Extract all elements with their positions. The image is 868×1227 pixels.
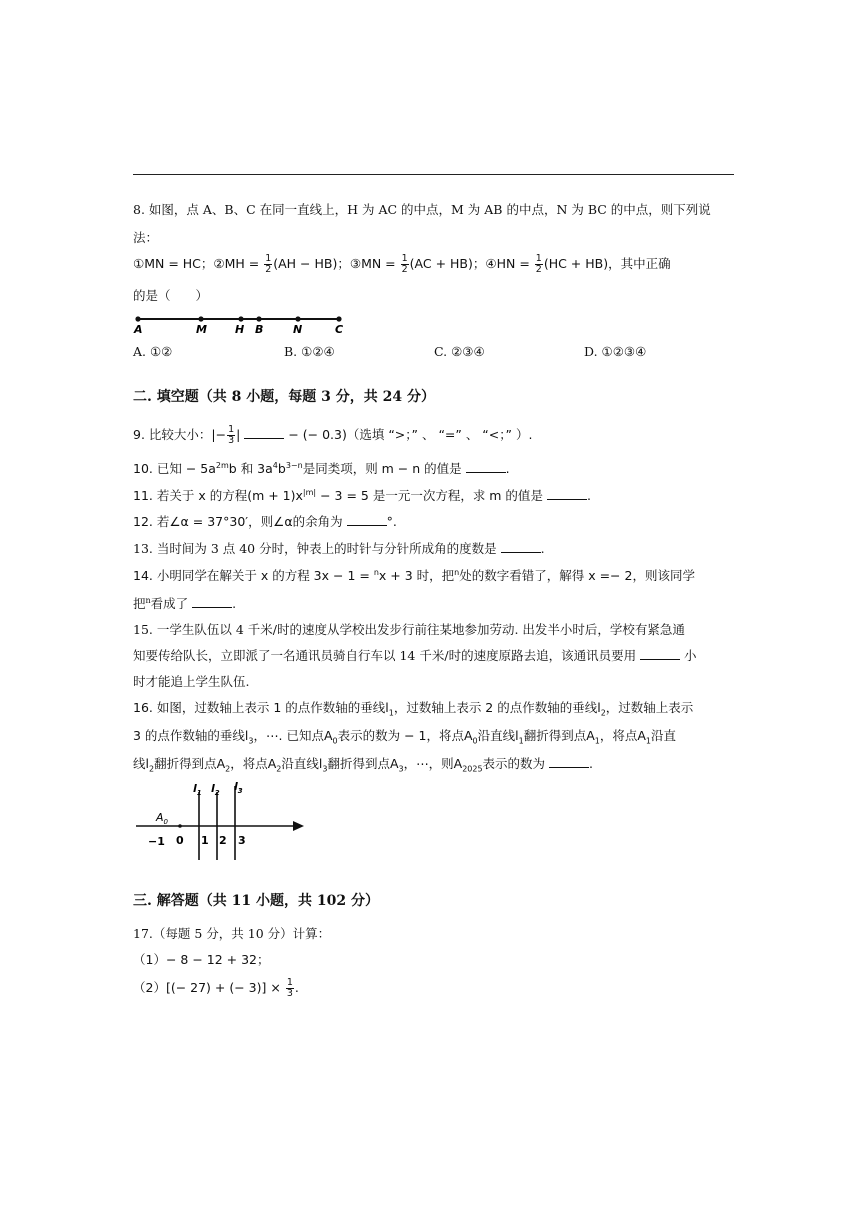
statement-4-rhs: (HC + HB)，其中正确 [543,256,671,271]
q10-line: 10. 已知 − $5a^{2m}b$ 和 $3a^4b^{3-n}$是同类项，则 m − n 的值是 . [133,460,510,476]
l1-label: $l_1$ [193,782,202,797]
answer-blank [466,461,506,473]
q17-stem: 17.（每题 5 分，共 10 分）计算： [133,926,331,941]
point-a-label: A [134,323,143,336]
q8-stem-line2: 法： [133,230,159,245]
point-h-dot [238,316,243,321]
point-n-dot [295,316,300,321]
q16-line2: 3 的点作数轴的垂线$l_3$，⋯. 已知点$A_0$表示的数为 − 1，将点$A_0$沿直线$l_1$翻折得到点$A_1$，将点$A_1$沿直 [133,728,677,746]
q15-line2: 知要传给队长，立即派了一名通讯员骑自行车以 14 千米/时的速度原路去追，该通讯员要用 小 [133,648,697,663]
answer-blank [192,596,232,608]
q17-part2: （2）[(− 27) + (− 3)] × $\frac{1}{3}$ . [133,977,299,999]
q8-stem-line4: 的是（ ） [133,288,209,303]
q12-line: 12. 若∠α = 37°30′，则∠α的余角为 °. [133,514,397,529]
q16-number-line-figure [130,778,310,864]
answer-blank [640,648,680,660]
q8-line-figure [130,310,360,336]
header-rule [133,174,734,175]
point-m-label: M [196,323,207,336]
q14-line1: 14. 小明同学在解关于 x 的方程 3x − 1 = $^n$x + 3 时，把$^n$处的数字看错了，解得 x =− 2，则该同学 [133,567,695,583]
q11-line: 11. 若关于 x 的方程$(m + 1)x^{|m|} - 3 = 5$ 是一元一次方程，求 m 的值是 . [133,487,591,503]
fraction-half: $\frac{1}{2}$ [535,253,542,275]
q14-line2: 把$^n$看成了 . [133,595,237,611]
q15-line1: 15. 一学生队伍以 4 千米/时的速度从学校出发步行前往某地参加劳动. 出发半小时后，学校有紧急通 [133,622,685,637]
q8-option-c: C. ②③④ [434,344,485,359]
answer-blank [244,427,284,439]
fraction-third: $\frac{1}{3}$ [228,424,235,446]
tick-label-1: 1 [201,834,209,847]
answer-blank [501,541,541,553]
q8-statements [133,254,671,275]
q8-option-b: B. ①②④ [284,344,335,359]
point-b-label: B [255,323,264,336]
statement-3-rhs: (AC + HB)； [409,256,486,271]
answer-blank [547,488,587,500]
q15-line3: 时才能追上学生队伍. [133,674,250,689]
tick-label-0: 0 [176,834,184,847]
tick-label-3: 3 [238,834,246,847]
l3-label: $l_3$ [234,780,243,795]
q9-line: 9. 比较大小：|− $\frac{1}{3}$ | − (− 0.3)（选填 “>；” 、 “=” 、 “<；” ）. [133,424,533,446]
point-b-dot [256,316,261,321]
q13-line: 13. 当时间为 3 点 40 分时，钟表上的时针与分针所成角的度数是 . [133,541,545,556]
tick-label-minus1: −1 [148,835,165,848]
fraction-half: $\frac{1}{2}$ [401,253,408,275]
statement-4-lhs: ④HN = [485,256,534,271]
tick-label-2: 2 [219,834,227,847]
q16-line3: 线$l_2$翻折得到点$A_2$，将点$A_2$沿直线$l_3$翻折得到点$A_3$，⋯，则$A_{2025}$表示的数为 . [133,756,594,774]
section-3-heading: 三. 解答题（共 11 小题，共 102 分） [133,893,379,909]
section-2-heading: 二. 填空题（共 8 小题，每题 3 分，共 24 分） [133,389,435,405]
point-c-label: C [335,323,344,336]
statement-3-lhs: ③MN = [349,256,400,271]
point-a0-dot [178,824,182,828]
q17-part1: （1）− 8 − 12 + 32； [133,952,270,967]
fraction-third: $\frac{1}{3}$ [286,977,293,999]
q8-stem-line1: 8. 如图，点 A、B、C 在同一直线上，H 为 AC 的中点，M 为 AB 的中点，N 为 BC 的中点，则下列说 [133,202,711,217]
fraction-half: $\frac{1}{2}$ [265,253,272,275]
q8-option-a: A. ①② [133,344,173,359]
answer-blank [549,756,589,768]
answer-blank [347,514,387,526]
a0-label: $A_0$ [156,811,168,826]
axis-arrow-icon [293,821,304,831]
point-a-dot [135,316,140,321]
statement-2-rhs: (AH − HB)； [273,256,350,271]
point-h-label: H [235,323,245,336]
l2-label: $l_2$ [211,782,220,797]
statement-1: ①MN = HC； [133,256,214,271]
point-n-label: N [293,323,303,336]
q8-option-d: D. ①②③④ [584,344,647,359]
point-m-dot [198,316,203,321]
statement-2-lhs: ②MH = [213,256,264,271]
point-c-dot [336,316,341,321]
q16-line1: 16. 如图，过数轴上表示 1 的点作数轴的垂线$l_1$，过数轴上表示 2 的点作数轴的垂线$l_2$，过数轴上表示 [133,700,694,718]
